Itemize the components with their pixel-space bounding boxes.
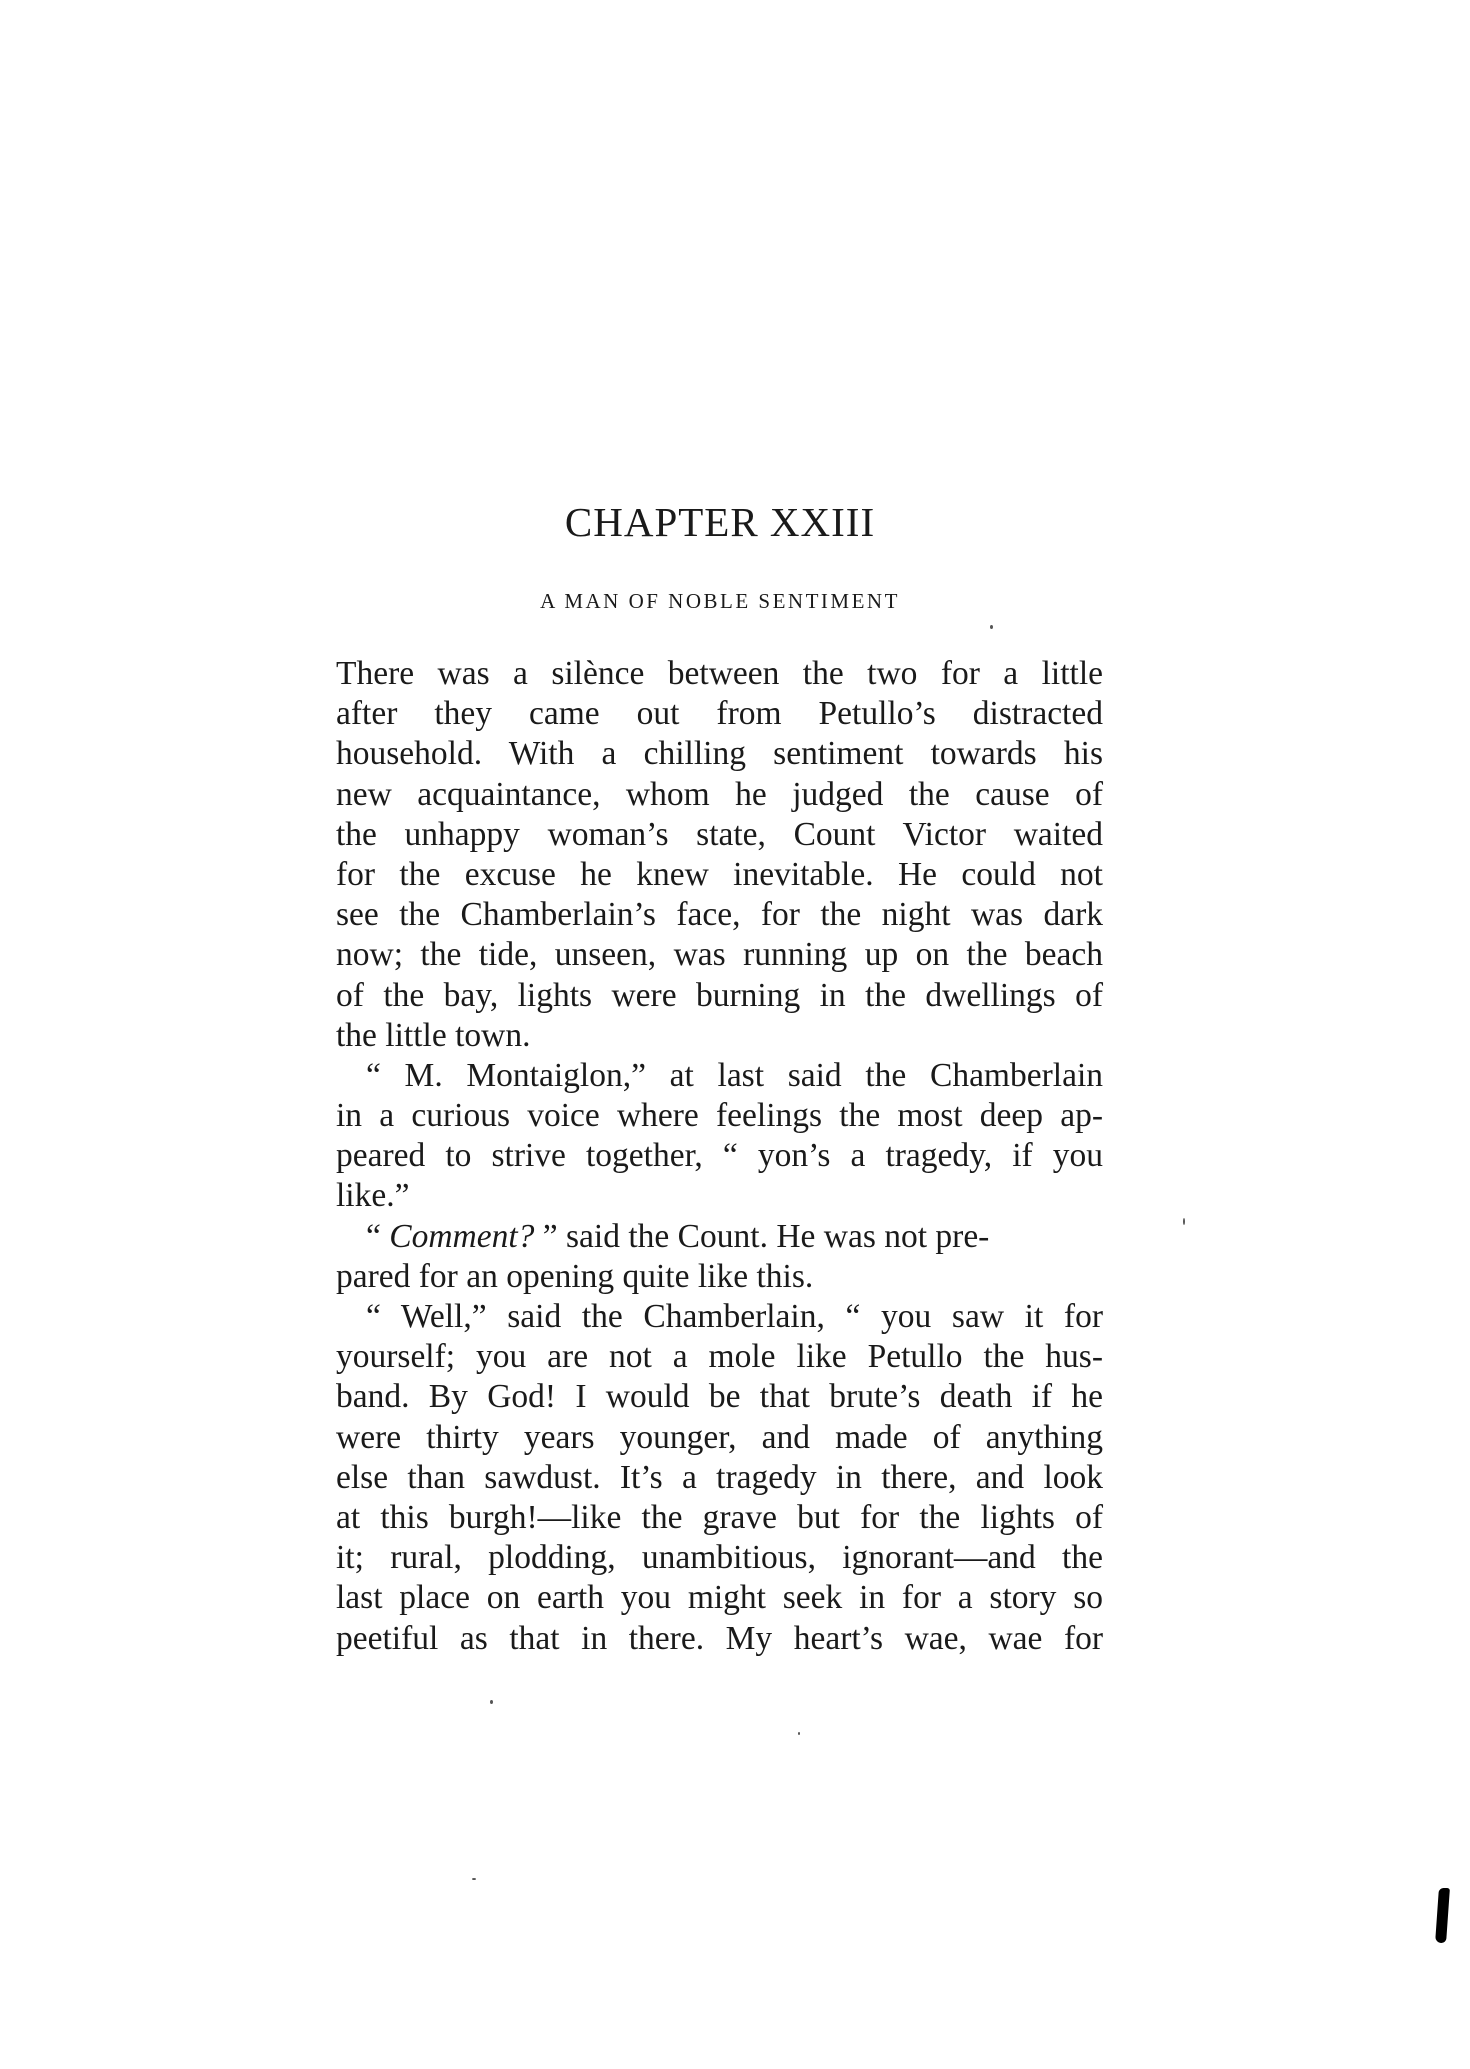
italic-word: Comment? bbox=[389, 1217, 535, 1255]
scan-speck bbox=[472, 1878, 476, 1880]
body-text bbox=[336, 654, 1103, 1659]
text-line: peetiful as that in there. My heart’s wae, wae for bbox=[336, 1619, 1103, 1657]
text-line: were thirty years younger, and made of anything bbox=[336, 1418, 1103, 1456]
text-line-italic bbox=[336, 1217, 1103, 1257]
scan-speck bbox=[798, 1732, 800, 1735]
text-line: the little town. bbox=[336, 1016, 531, 1054]
text-line: band. By God! I would be that brute’s death if he bbox=[336, 1378, 1103, 1416]
margin-ink-mark bbox=[1435, 1888, 1450, 1943]
text-line: peared to strive together, “ yon’s a tragedy, if you bbox=[336, 1137, 1103, 1175]
chapter-subtitle: A MAN OF NOBLE SENTIMENT bbox=[540, 589, 900, 613]
text-line: of the bay, lights were burning in the dwellings of bbox=[336, 976, 1103, 1014]
text-line: “ Well,” said the Chamberlain, “ you saw it for bbox=[366, 1298, 1103, 1335]
text-line: like.” bbox=[336, 1177, 410, 1215]
text-line: else than sawdust. It’s a tragedy in there, and look bbox=[336, 1458, 1103, 1496]
text-line: at this burgh!—like the grave but for the lights of bbox=[336, 1498, 1103, 1536]
text-line: now; the tide, unseen, was running up on the beach bbox=[336, 936, 1103, 974]
text-line: new acquaintance, whom he judged the cause of bbox=[336, 775, 1103, 813]
text-line: household. With a chilling sentiment towards his bbox=[336, 735, 1103, 773]
scan-speck bbox=[990, 625, 993, 629]
chapter-title: CHAPTER XXIII bbox=[564, 499, 876, 545]
text-line: pared for an opening quite like this. bbox=[336, 1257, 814, 1295]
text-line: There was a silènce between the two for a little bbox=[336, 655, 1103, 692]
text-line: for the excuse he knew inevitable. He could not bbox=[336, 855, 1103, 893]
open-quote: “ bbox=[366, 1217, 390, 1255]
text-line: see the Chamberlain’s face, for the night was dark bbox=[336, 896, 1103, 934]
scan-speck bbox=[1183, 1218, 1185, 1225]
line-rest: ” said the Count. He was not pre- bbox=[534, 1217, 990, 1255]
scan-speck bbox=[490, 1700, 493, 1704]
text-line: in a curious voice where feelings the most deep ap- bbox=[336, 1097, 1103, 1135]
text-line: after they came out from Petullo’s distracted bbox=[336, 695, 1103, 733]
text-line: it; rural, plodding, unambitious, ignorant—and the bbox=[336, 1539, 1103, 1577]
text-line: yourself; you are not a mole like Petullo the hus- bbox=[336, 1338, 1103, 1376]
text-line: the unhappy woman’s state, Count Victor waited bbox=[336, 815, 1103, 853]
text-line: “ M. Montaiglon,” at last said the Chamberlain bbox=[366, 1056, 1103, 1094]
text-line: last place on earth you might seek in for a story so bbox=[336, 1579, 1103, 1617]
